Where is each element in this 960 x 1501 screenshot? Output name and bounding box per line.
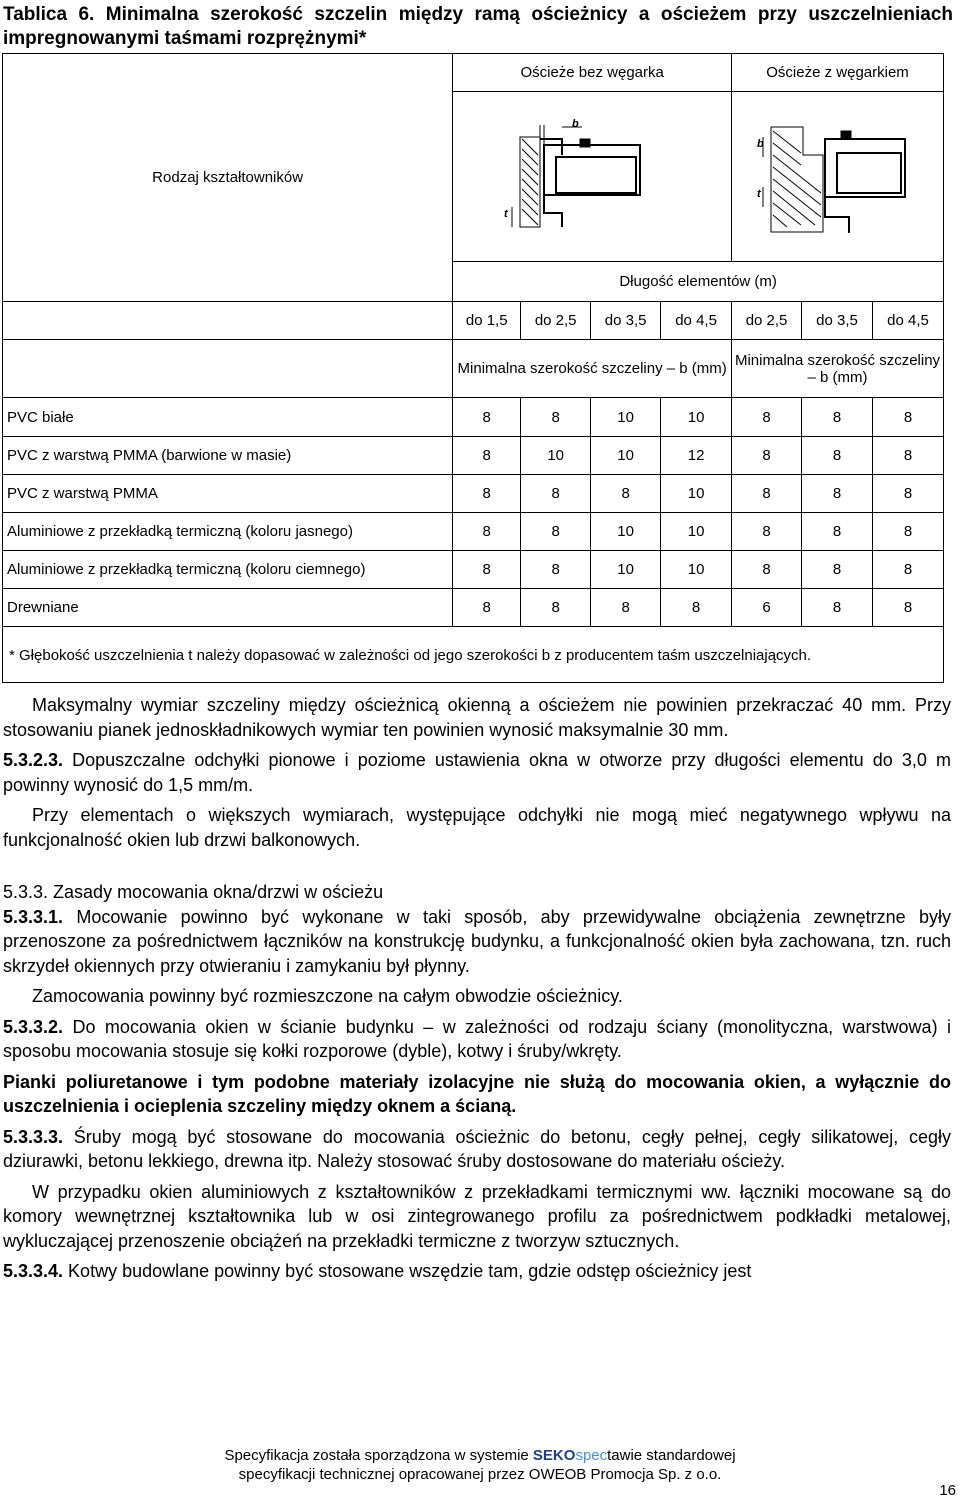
col-header-bez-wegarka: Ościeże bez węgarka (453, 54, 732, 92)
length-col: do 3,5 (591, 302, 661, 340)
min-width-header-z: Minimalna szerokość szczeliny – b (mm) (732, 340, 944, 398)
section-heading: 5.3.3. Zasady mocowania okna/drzwi w ościeżu (3, 882, 384, 902)
section-number: 5.3.2.3. (3, 750, 64, 770)
table-footnote: * Głębokość uszczelnienia t należy dopasować w zależności od jego szerokości b z producentem taśm uszczelniających. (3, 627, 944, 683)
table-row: PVC z warstwą PMMA 8 8 8 10 8 8 8 (3, 475, 944, 513)
section-number: 5.3.3.2. (3, 1016, 64, 1037)
section-number: 5.3.3.4. (3, 1261, 64, 1281)
length-col: do 1,5 (453, 302, 521, 340)
page-number: 16 (939, 1482, 956, 1499)
length-col: do 3,5 (802, 302, 873, 340)
label-t: t (504, 207, 508, 220)
table-row: PVC z warstwą PMMA (barwione w masie) 8 10 10 12 8 8 8 (3, 437, 944, 475)
table-row: PVC białe 8 8 10 10 8 8 8 (3, 398, 944, 437)
table-row: Drewniane 8 8 8 8 6 8 8 (3, 589, 944, 627)
table-row: Aluminiowe z przekładką termiczną (koloru jasnego) 8 8 10 10 8 8 8 (3, 513, 944, 551)
empty-cell (3, 340, 453, 398)
gap-width-table (2, 53, 944, 683)
min-width-header-bez: Minimalna szerokość szczeliny – b (mm) (453, 340, 732, 398)
label-t-2: t (756, 187, 761, 200)
diagram-bez-wegarka (453, 92, 732, 262)
bold-notice: Pianki poliuretanowe i tym podobne materiały izolacyjne nie służą do mocowania okien, a wyłącznie do uszczelnienia i ocieplenia szczeliny między oknem a ścianą. (3, 1071, 951, 1116)
label-b: b (572, 117, 579, 130)
paragraph: 5.3.3.3. Śruby mogą być stosowane do mocowania ościeżnic do betonu, cegły pełnej, cegły silikatowej, cegły dziurawki, betonu lekkiego, drewna itp. Należy stosować śruby dostosowane do materiału ościeży. (3, 1126, 951, 1171)
sekospec-logo-spec: spec (575, 1447, 608, 1464)
col-header-z-wegarkiem: Ościeże z węgarkiem (732, 54, 944, 92)
paragraph: Przy elementach o większych wymiarach, występujące odchyłki nie mogą mieć negatywnego wpływu na funkcjonalność okien lub drzwi balkonowych. (3, 805, 951, 850)
section-number: 5.3.3.1. (3, 906, 64, 927)
length-col: do 2,5 (732, 302, 802, 340)
table-row: Aluminiowe z przekładką termiczną (koloru ciemnego) 8 8 10 10 8 8 8 (3, 551, 944, 589)
table-title: Tablica 6. Minimalna szerokość szczelin między ramą ościeżnicy a ościeżem przy uszczelnieniach impregnowanymi taśmami rozprężnymi* (3, 4, 953, 49)
length-col: do 4,5 (873, 302, 944, 340)
length-col: do 2,5 (521, 302, 591, 340)
profile-type-header: Rodzaj kształtowników (3, 54, 453, 302)
length-col: do 4,5 (661, 302, 732, 340)
body-text (3, 693, 951, 1284)
length-header: Długość elementów (m) (453, 262, 944, 302)
paragraph: Maksymalny wymiar szczeliny między ościeżnicą okienną a ościeżem nie powinien przekraczać 40 mm. Przy stosowaniu pianek jednoskładnikowych wymiar ten powinien wynosić maksymalnie 30 mm. (3, 695, 951, 740)
paragraph: 5.3.3.4. Kotwy budowlane powinny być stosowane wszędzie tam, gdzie odstęp ościeżnicy jest (3, 1261, 752, 1281)
paragraph: 5.3.3.2. Do mocowania okien w ścianie budynku – w zależności od rodzaju ściany (monolityczna, warstwowa) i sposobu mocowania stosuje się kołki rozporowe (dyble), kotwy i śruby/wkręty. (3, 1016, 951, 1061)
paragraph: 5.3.3.1. Mocowanie powinno być wykonane w taki sposób, aby przewidywalne obciążenia zewnętrzne były przenoszone za pośrednictwem łączników na konstrukcję budynku, a funkcjonalność okien była zachowana, tzn. ruch skrzydeł okiennych przy otwieraniu i zamykaniu był płynny. (3, 906, 951, 976)
label-b-2: b (756, 137, 764, 150)
paragraph: 5.3.2.3. Dopuszczalne odchyłki pionowe i poziome ustawienia okna w otworze przy długości elementu do 3,0 m powinny wynosić do 1,5 mm/m. (3, 750, 951, 795)
diagram-z-wegarkiem (732, 92, 944, 262)
paragraph: Zamocowania powinny być rozmieszczone na całym obwodzie ościeżnicy. (32, 986, 623, 1006)
page-footer: Specyfikacja została sporządzona w systemie SEKOspectawie standardowej specyfikacji technicznej opracowanej przez OWEOB Promocja Sp. z o.o. (224, 1447, 736, 1483)
paragraph: W przypadku okien aluminiowych z kształtowników z przekładkami termicznymi ww. łączniki mocowane są do komory wewnętrznej kształtownika lub w osi zintegrowanego profilu za pośrednictwem podkładki metalowej, wykluczającej przenoszenie obciążeń na przekładki termiczne z tworzyw sztucznych. (3, 1181, 951, 1251)
empty-cell (3, 302, 453, 340)
sekospec-logo-seko: SEKO (532, 1447, 576, 1464)
section-number: 5.3.3.3. (3, 1126, 64, 1147)
